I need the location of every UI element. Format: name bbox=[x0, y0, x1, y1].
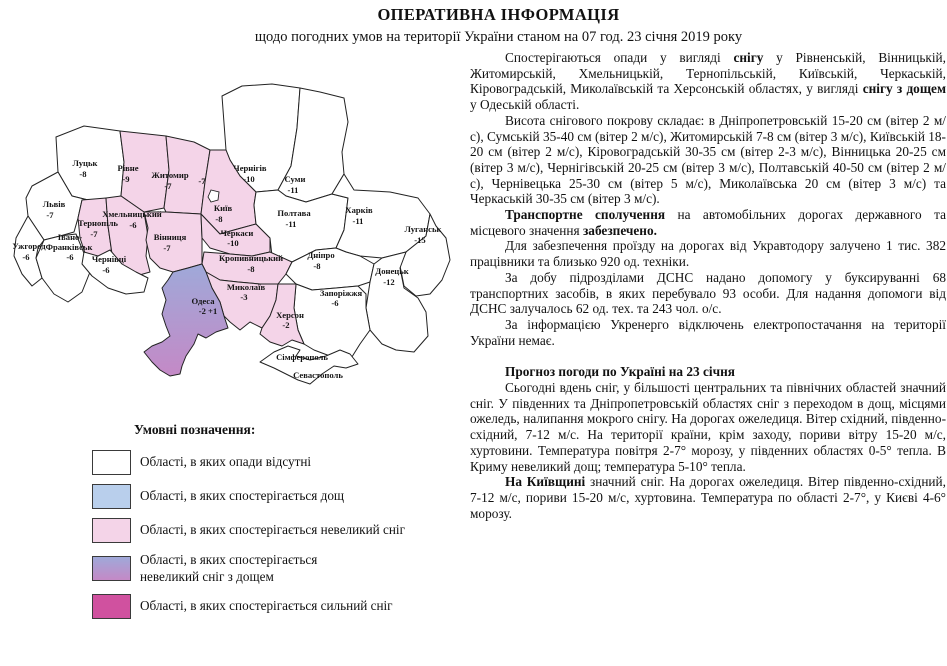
region-label: Кропивницький bbox=[218, 253, 284, 263]
legend-swatch bbox=[92, 556, 131, 581]
report-paragraph: Транспортне сполучення на автомобільних дорогах державного та місцевого значення забезпечено. bbox=[470, 207, 946, 238]
region-label: Чернівці bbox=[91, 254, 127, 264]
region-label: Луцьк bbox=[72, 158, 98, 168]
region-vinnytsia bbox=[144, 212, 202, 272]
region-label: -11 bbox=[352, 216, 364, 226]
region-label: Суми bbox=[284, 174, 306, 184]
region-label: Луганськ bbox=[404, 224, 442, 234]
region-label: -7 bbox=[90, 229, 98, 239]
report-paragraph: Висота снігового покрову складає: в Дніпропетровській 15-20 см (вітер 2 м/с), Сумській 35-40 см (вітер 2 м/с), Житомирській 7-8 см (вітер 3 м/с), Київській 18-20 см (вітер 2 м/с), Кіровоградській 30-35 см (вітер 2-3 м/с), Вінницька 20-25 см (вітер 3 м/с), Чернігівській 20-25 см (вітер 3 м/с), Полтавській 40-50 см (вітер 2 м/с), Чернівецька 25-30 см (вітер 5 м/с), Миколаївська 20 см (вітер 3 м/с) та Черкаській 30-35 см (вітер 3 м/с). bbox=[470, 112, 946, 207]
legend-title: Умовні позначення: bbox=[134, 422, 256, 437]
map-legend bbox=[92, 422, 412, 628]
region-label: -7 bbox=[163, 243, 171, 253]
page-title: ОПЕРАТИВНА ІНФОРМАЦІЯ bbox=[377, 5, 620, 24]
region-label: Донецьк bbox=[375, 266, 409, 276]
region-label: Франківськ bbox=[45, 242, 93, 252]
region-label: -6 bbox=[22, 252, 30, 262]
region-label: Харків bbox=[345, 205, 373, 215]
region-label: -7 bbox=[164, 181, 172, 191]
legend-swatch bbox=[92, 484, 131, 509]
region-label: Львів bbox=[42, 199, 66, 209]
region-label: Полтава bbox=[277, 208, 311, 218]
region-label: Тернопіль bbox=[78, 218, 118, 228]
legend-label: Області, в яких спостерігається невеликий сніг bbox=[140, 522, 405, 538]
legend-label: Області, в яких спостерігається дощ bbox=[140, 488, 345, 504]
region-label: -3 bbox=[240, 292, 248, 302]
region-label: -11 bbox=[287, 185, 299, 195]
legend-swatch bbox=[92, 518, 131, 543]
report-paragraph: Сьогодні вдень сніг, у більшості центральних та північних областей значний сніг. У південних та Дніпропетровській областях сніг з переходом в дощ, місцями ожеледь, налипання мокрого снігу. На дорогах ожеледиця. Вітер східний, південно-східний, 7-12 м/с. На території країни, крім заходу, пориви вітру 15-20 м/с, хуртовини. Температура повітря 2-7° морозу, у південних областях 0-5° тепла. В Криму невеликий дощ; температура 5-10° тепла. bbox=[470, 380, 946, 474]
forecast-heading: Прогноз погоди по Україні на 23 січня bbox=[505, 364, 735, 380]
report-paragraph: За інформацією Укренерго відключень електропостачання на території України немає. bbox=[470, 316, 946, 348]
ukraine-weather-map bbox=[8, 52, 473, 412]
legend-label: Області, в яких спостерігається невеликий сніг з дощем bbox=[140, 552, 318, 584]
region-label: -2 bbox=[282, 320, 290, 330]
region-label: -7 bbox=[198, 176, 206, 186]
region-label: -2 +1 bbox=[198, 306, 218, 316]
report-paragraph: На Київщині значний сніг. На дорогах ожеледиця. Вітер південно-східний, 7-12 м/с, пориви 15-20 м/с, хуртовина. Температура по області 2-7°, у Києві 4-6° морозу. bbox=[470, 474, 946, 521]
ukraine-map-svg bbox=[8, 52, 473, 412]
region-label: Київ bbox=[213, 203, 233, 213]
region-label: -9 bbox=[122, 174, 130, 184]
report-paragraph: Для забезпечення проїзду на дорогах від Укравтодору залучено 1 тис. 382 працівники та близько 920 од. техніки. bbox=[470, 238, 946, 270]
legend-item bbox=[92, 594, 412, 619]
region-label: -8 bbox=[79, 169, 87, 179]
legend-swatch bbox=[92, 594, 131, 619]
region-label: -8 bbox=[247, 264, 255, 274]
region-label: -6 bbox=[66, 252, 74, 262]
region-label: -10 bbox=[227, 238, 239, 248]
region-label: -10 bbox=[243, 174, 255, 184]
region-label: -8 bbox=[215, 214, 223, 224]
legend-label: Області, в яких опади відсутні bbox=[140, 454, 312, 470]
region-label: Черкаси bbox=[220, 228, 254, 238]
region-label: Херсон bbox=[276, 310, 304, 320]
region-label: -6 bbox=[129, 220, 137, 230]
report-text-column bbox=[470, 50, 946, 521]
legend-label: Області, в яких спостерігається сильний сніг bbox=[140, 598, 393, 614]
region-label: Дніпро bbox=[307, 250, 335, 260]
region-label: Сімферополь bbox=[276, 352, 328, 362]
region-label: -6 bbox=[102, 265, 110, 275]
region-label: Рівне bbox=[117, 163, 139, 173]
region-label: -15 bbox=[414, 235, 426, 245]
document-header bbox=[52, 5, 945, 46]
region-label: Одеса bbox=[191, 296, 215, 306]
legend-item bbox=[92, 484, 412, 509]
report-paragraph: За добу підрозділами ДСНС надано допомогу у буксируванні 68 транспортних засобів, в яких перебувало 93 особи. Для надання допомоги від ДСНС залучалось 62 од. тех. та 243 чол. о/с. bbox=[470, 269, 946, 317]
report-paragraph: Спостерігаються опади у вигляді снігу у Рівненській, Вінницькій, Житомирській, Хмельницькій, Тернопільській, Київській, Черкаській, Кіровоградській, Миколаївській та Херсонській областях, у вигляді снігу з дощем у Одеській області. bbox=[470, 50, 947, 113]
region-label: -12 bbox=[383, 277, 395, 287]
region-label: Івано- bbox=[57, 232, 83, 242]
region-label: Ужгород bbox=[12, 241, 46, 251]
region-label: -7 bbox=[46, 210, 54, 220]
legend-item bbox=[92, 518, 412, 543]
legend-swatch bbox=[92, 450, 131, 475]
region-label: Хмельницький bbox=[102, 209, 162, 219]
region-label: -6 bbox=[331, 298, 339, 308]
page-subtitle: щодо погодних умов на території України станом на 07 год. 23 січня 2019 року bbox=[254, 29, 743, 45]
region-label: Миколаїв bbox=[226, 282, 266, 292]
region-label: Севастополь bbox=[293, 370, 343, 380]
legend-item bbox=[92, 552, 412, 585]
region-label: -11 bbox=[285, 219, 297, 229]
legend-item bbox=[92, 450, 412, 475]
region-label: Вінниця bbox=[153, 232, 187, 242]
region-label: Житомир bbox=[151, 170, 189, 180]
region-label: Запоріжжя bbox=[319, 288, 363, 298]
region-label: -8 bbox=[313, 261, 321, 271]
region-label: Чернігів bbox=[233, 163, 267, 173]
